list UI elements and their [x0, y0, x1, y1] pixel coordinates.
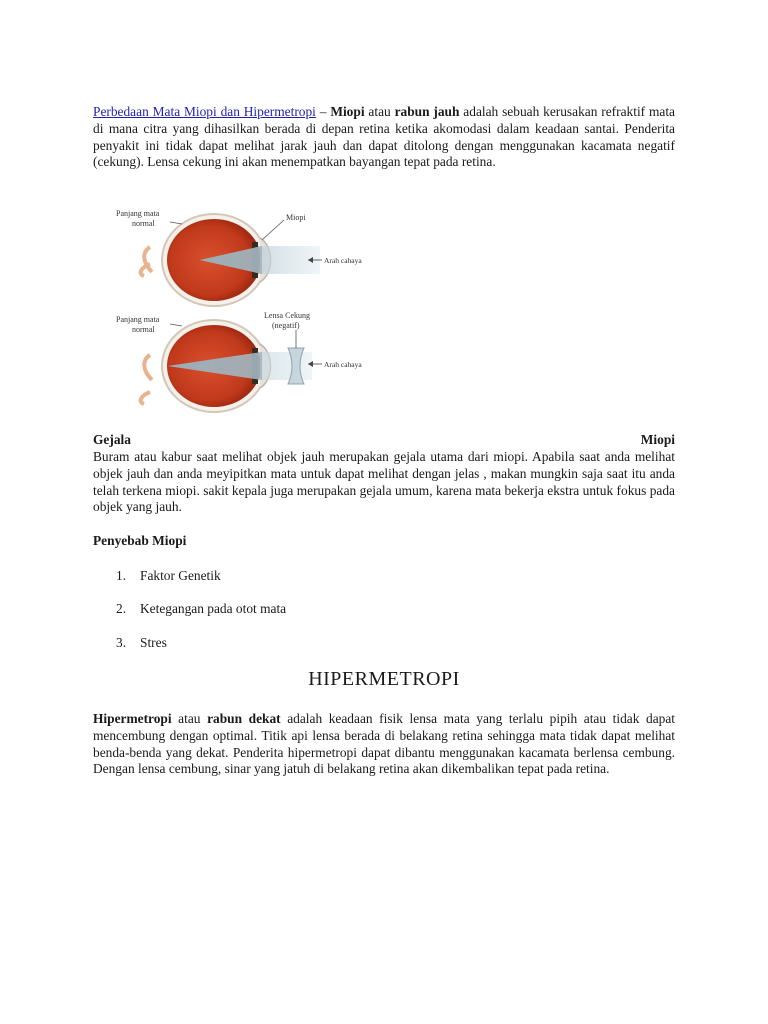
term-hipermetropi: Hipermetropi [93, 711, 172, 726]
eye-diagram-svg [112, 202, 380, 414]
term-rabun-jauh: rabun jauh [394, 104, 460, 119]
label-panjang-top-2: normal [132, 219, 155, 228]
label-miopi: Miopi [286, 213, 306, 222]
term-miopi: Miopi [330, 104, 365, 119]
label-lensa-cekung: Lensa Cekung [264, 311, 310, 320]
list-number: 2. [116, 601, 127, 616]
penyebab-heading: Penyebab Miopi [93, 533, 187, 548]
list-number: 3. [116, 635, 127, 650]
intro-text: adalah sebuah kerusakan refraktif mata di mana citra yang dihasilkan berada di depan retina ketika akomodasi dalam keadaan santai. Penderita penyakit ini tidak dapat melihat jarak jauh dan dapat ditolong dengan menggunakan kacamata negatif (cekung). Lensa cekung ini akan menempatkan bayangan tepat pada retina. [93, 104, 676, 170]
dash: – [315, 104, 331, 119]
list-item [116, 601, 286, 617]
top-eye [141, 214, 320, 306]
miopi-label: Miopi [640, 432, 675, 447]
list-item [116, 635, 167, 651]
hipermetropi-paragraph [93, 711, 675, 778]
gejala-label: Gejala [93, 432, 131, 447]
hipermetropi-heading: HIPERMETROPI [308, 668, 460, 690]
text-atau: atau [364, 104, 395, 119]
label-negatif: (negatif) [272, 321, 300, 330]
gejala-paragraph: Buram atau kabur saat melihat objek jauh merupakan gejala utama dari miopi. Apabila saat anda melihat objek jauh dan anda meyipitkan mata untuk dapat melihat dengan jelas , makan mungkin saja saat itu anda telah terkena miopi. sakit kepala juga merupakan gejala umum, karena mata bekerja ekstra untuk fokus pada objek yang jauh. [93, 449, 675, 515]
label-arah-bottom: Arah cahaya [324, 360, 362, 369]
intro-paragraph [93, 104, 675, 171]
bottom-eye [141, 320, 312, 412]
list-text: Stres [140, 635, 167, 650]
list-text: Faktor Genetik [140, 568, 221, 583]
list-text: Ketegangan pada otot mata [140, 601, 287, 616]
label-arah-top: Arah cahaya [324, 256, 362, 265]
hipermetropi-text: adalah keadaan fisik lensa mata yang terlalu pipih atau tidak dapat mencembung dengan optimal. Titik api lensa berada di belakang retina sehingga mata tidak dapat melihat benda-benda yang dekat. Penderita hipermetropi dapat dibantu menggunakan kacamata berlensa cembung. Dengan lensa cembung, sinar yang jatuh di belakang retina akan dikembalikan tepat pada retina. [93, 711, 675, 777]
eye-diagram-figure [112, 202, 380, 414]
text-atau: atau [171, 711, 208, 726]
list-number: 1. [116, 568, 127, 583]
gejala-header-row [93, 432, 675, 449]
label-panjang-bottom-2: normal [132, 325, 155, 334]
label-panjang-bottom-1: Panjang mata [116, 315, 160, 324]
article-title-link[interactable]: Perbedaan Mata Miopi dan Hipermetropi [93, 104, 316, 119]
term-rabun-dekat: rabun dekat [207, 711, 281, 726]
list-item [116, 568, 221, 584]
label-panjang-top-1: Panjang mata [116, 209, 160, 218]
